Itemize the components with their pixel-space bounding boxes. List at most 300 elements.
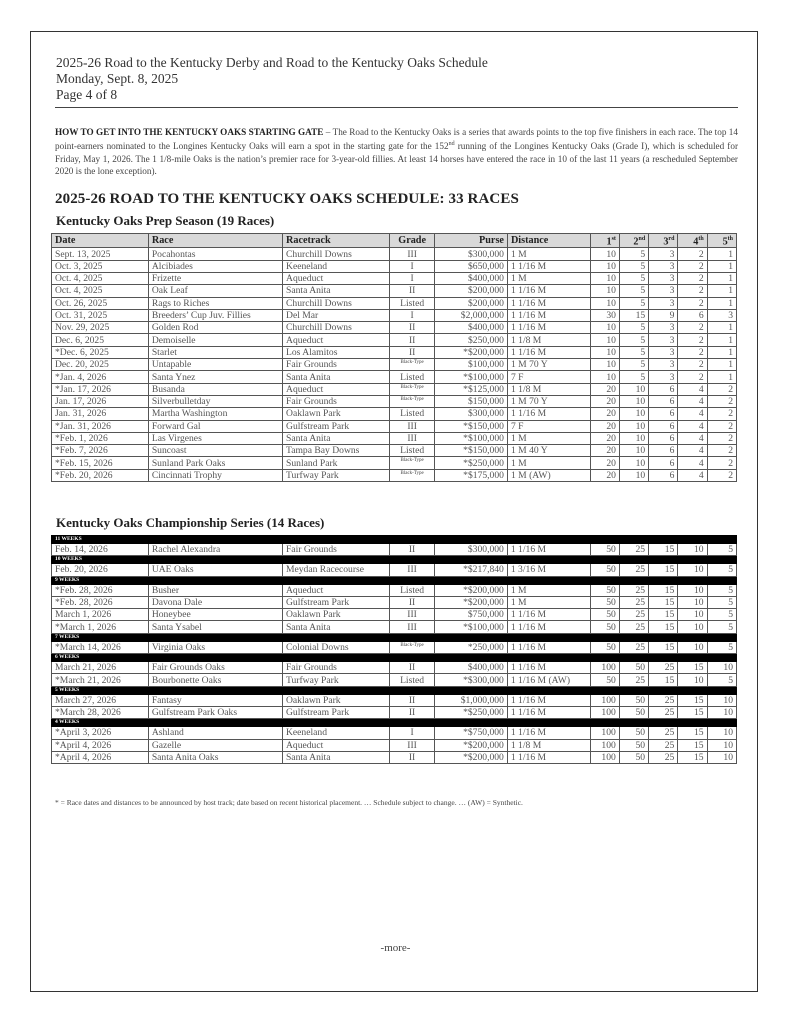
cell-grade: II (389, 285, 434, 297)
cell-purse: *$150,000 (435, 445, 508, 457)
cell-grade: II (389, 544, 434, 556)
cell-pts-5th: 1 (707, 371, 736, 383)
cell-date: *Feb. 20, 2026 (52, 469, 149, 481)
championship-series-table (51, 535, 737, 764)
cell-grade: I (389, 272, 434, 284)
table-row (52, 596, 737, 608)
cell-pts-3rd: 25 (649, 751, 678, 763)
cell-pts-1st: 10 (590, 371, 619, 383)
cell-distance: 1 1/16 M (507, 621, 590, 633)
cell-pts-2nd: 25 (619, 621, 648, 633)
cell-purse: $250,000 (435, 334, 508, 346)
cell-pts-3rd: 6 (649, 469, 678, 481)
table-row (52, 621, 737, 633)
cell-pts-5th: 2 (707, 432, 736, 444)
cell-pts-4th: 10 (678, 609, 707, 621)
cell-pts-4th: 2 (678, 322, 707, 334)
cell-pts-4th: 4 (678, 408, 707, 420)
cell-date: March 27, 2026 (52, 694, 149, 706)
cell-pts-1st: 20 (590, 395, 619, 407)
cell-pts-5th: 1 (707, 260, 736, 272)
cell-grade: Listed (389, 408, 434, 420)
weeks-divider-row (52, 536, 737, 544)
cell-pts-4th: 15 (678, 739, 707, 751)
weeks-divider-row (52, 719, 737, 727)
cell-pts-2nd: 10 (619, 432, 648, 444)
cell-pts-3rd: 25 (649, 739, 678, 751)
cell-date: Oct. 26, 2025 (52, 297, 149, 309)
cell-pts-1st: 10 (590, 272, 619, 284)
cell-pts-4th: 2 (678, 272, 707, 284)
cell-distance: 1 1/16 M (507, 408, 590, 420)
cell-pts-5th: 1 (707, 285, 736, 297)
weeks-divider-row (52, 576, 737, 584)
cell-date: Jan. 31, 2026 (52, 408, 149, 420)
table-row (52, 322, 737, 334)
cell-pts-2nd: 10 (619, 469, 648, 481)
cell-pts-4th: 10 (678, 584, 707, 596)
table-row (52, 694, 737, 706)
cell-pts-2nd: 50 (619, 706, 648, 718)
cell-race: Demoiselle (148, 334, 282, 346)
cell-purse: *$217,840 (435, 564, 508, 576)
cell-pts-1st: 100 (590, 751, 619, 763)
cell-purse: $150,000 (435, 395, 508, 407)
cell-distance: 1 M 70 Y (507, 359, 590, 371)
cell-distance: 1 1/16 M (AW) (507, 674, 590, 686)
cell-date: *Feb. 1, 2026 (52, 432, 149, 444)
cell-pts-1st: 30 (590, 309, 619, 321)
cell-pts-1st: 20 (590, 408, 619, 420)
cell-pts-1st: 10 (590, 359, 619, 371)
cell-racetrack: Sunland Park (283, 457, 390, 469)
cell-race: Breeders’ Cup Juv. Fillies (148, 309, 282, 321)
cell-purse: *$750,000 (435, 727, 508, 739)
cell-race: Alcibiades (148, 260, 282, 272)
cell-pts-3rd: 3 (649, 248, 678, 260)
cell-pts-4th: 15 (678, 751, 707, 763)
cell-pts-1st: 10 (590, 260, 619, 272)
table-header-row (52, 234, 737, 248)
table-row (52, 751, 737, 763)
cell-racetrack: Aqueduct (283, 383, 390, 395)
cell-pts-2nd: 5 (619, 260, 648, 272)
cell-race: Santa Ynez (148, 371, 282, 383)
cell-grade: Black-Type (389, 395, 434, 407)
cell-pts-3rd: 25 (649, 706, 678, 718)
cell-pts-2nd: 10 (619, 445, 648, 457)
cell-pts-5th: 10 (707, 694, 736, 706)
cell-pts-2nd: 5 (619, 371, 648, 383)
cell-pts-4th: 2 (678, 359, 707, 371)
cell-distance: 1 1/16 M (507, 309, 590, 321)
cell-grade: II (389, 662, 434, 674)
weeks-label: 7 WEEKS (52, 633, 737, 641)
cell-pts-1st: 50 (590, 564, 619, 576)
cell-pts-3rd: 15 (649, 564, 678, 576)
header-divider (55, 107, 738, 108)
table-row (52, 445, 737, 457)
cell-grade: Black-Type (389, 469, 434, 481)
cell-purse: $650,000 (435, 260, 508, 272)
cell-racetrack: Turfway Park (283, 469, 390, 481)
cell-date: *April 4, 2026 (52, 739, 149, 751)
cell-purse: $400,000 (435, 322, 508, 334)
cell-pts-2nd: 25 (619, 641, 648, 653)
cell-grade: II (389, 706, 434, 718)
weeks-label: 5 WEEKS (52, 686, 737, 694)
cell-date: *Feb. 28, 2026 (52, 584, 149, 596)
cell-race: Fair Grounds Oaks (148, 662, 282, 674)
col-grade: Grade (389, 234, 434, 248)
cell-pts-4th: 4 (678, 383, 707, 395)
cell-date: *Jan. 4, 2026 (52, 371, 149, 383)
cell-racetrack: Gulfstream Park (283, 420, 390, 432)
weeks-divider-row (52, 654, 737, 662)
cell-grade: II (389, 346, 434, 358)
cell-pts-1st: 100 (590, 706, 619, 718)
cell-race: Gulfstream Park Oaks (148, 706, 282, 718)
table-row (52, 285, 737, 297)
cell-pts-5th: 5 (707, 621, 736, 633)
cell-race: Davona Dale (148, 596, 282, 608)
cell-pts-2nd: 50 (619, 727, 648, 739)
cell-pts-5th: 5 (707, 544, 736, 556)
cell-racetrack: Gulfstream Park (282, 596, 389, 608)
cell-distance: 1 1/16 M (507, 641, 590, 653)
cell-pts-1st: 20 (590, 445, 619, 457)
table-row (52, 383, 737, 395)
cell-pts-5th: 1 (707, 334, 736, 346)
table-row (52, 272, 737, 284)
cell-purse: *$125,000 (435, 383, 508, 395)
prep-season-rows (52, 248, 737, 482)
cell-pts-1st: 10 (590, 285, 619, 297)
cell-race: Busher (148, 584, 282, 596)
cell-date: *Feb. 15, 2026 (52, 457, 149, 469)
cell-pts-3rd: 15 (649, 596, 678, 608)
cell-pts-1st: 10 (590, 334, 619, 346)
cell-pts-1st: 50 (590, 544, 619, 556)
col-2nd: 2nd (619, 234, 648, 248)
cell-purse: *$200,000 (435, 596, 508, 608)
cell-purse: $400,000 (435, 272, 508, 284)
cell-date: Jan. 17, 2026 (52, 395, 149, 407)
cell-racetrack: Fair Grounds (282, 662, 389, 674)
cell-pts-4th: 4 (678, 432, 707, 444)
cell-date: *April 4, 2026 (52, 751, 149, 763)
cell-racetrack: Keeneland (283, 260, 390, 272)
cell-pts-5th: 5 (707, 641, 736, 653)
cell-racetrack: Oaklawn Park (283, 408, 390, 420)
document-header (56, 55, 738, 103)
cell-pts-3rd: 15 (649, 641, 678, 653)
table-row (52, 609, 737, 621)
cell-race: Forward Gal (148, 420, 282, 432)
intro-ordinal: nd (448, 141, 455, 148)
cell-distance: 1 1/16 M (507, 727, 590, 739)
page-number: Page 4 of 8 (56, 87, 118, 102)
weeks-label: 4 WEEKS (52, 719, 737, 727)
col-race: Race (148, 234, 282, 248)
cell-racetrack: Oaklawn Park (282, 694, 389, 706)
cell-pts-3rd: 3 (649, 322, 678, 334)
cell-pts-1st: 50 (590, 641, 619, 653)
cell-date: Dec. 6, 2025 (52, 334, 149, 346)
table-row (52, 359, 737, 371)
cell-pts-3rd: 9 (649, 309, 678, 321)
cell-race: Sunland Park Oaks (148, 457, 282, 469)
cell-pts-5th: 1 (707, 248, 736, 260)
cell-purse: *$175,000 (435, 469, 508, 481)
cell-racetrack: Meydan Racecourse (282, 564, 389, 576)
cell-pts-3rd: 6 (649, 420, 678, 432)
cell-date: Oct. 4, 2025 (52, 285, 149, 297)
cell-race: Santa Anita Oaks (148, 751, 282, 763)
cell-distance: 1 1/16 M (507, 706, 590, 718)
cell-pts-2nd: 5 (619, 285, 648, 297)
cell-purse: $300,000 (435, 544, 508, 556)
cell-pts-4th: 2 (678, 248, 707, 260)
cell-pts-4th: 4 (678, 395, 707, 407)
table-row (52, 564, 737, 576)
cell-pts-3rd: 3 (649, 371, 678, 383)
cell-distance: 1 M (AW) (507, 469, 590, 481)
weeks-label: 6 WEEKS (52, 654, 737, 662)
cell-date: *Dec. 6, 2025 (52, 346, 149, 358)
cell-pts-1st: 10 (590, 248, 619, 260)
cell-pts-3rd: 15 (649, 621, 678, 633)
cell-pts-3rd: 3 (649, 346, 678, 358)
cell-date: Oct. 3, 2025 (52, 260, 149, 272)
cell-pts-5th: 5 (707, 609, 736, 621)
cell-race: Martha Washington (148, 408, 282, 420)
cell-race: UAE Oaks (148, 564, 282, 576)
cell-grade: III (389, 564, 434, 576)
cell-grade: III (389, 609, 434, 621)
cell-racetrack: Santa Anita (283, 371, 390, 383)
cell-race: Oak Leaf (148, 285, 282, 297)
cell-pts-1st: 20 (590, 420, 619, 432)
cell-grade: II (389, 596, 434, 608)
cell-date: Feb. 20, 2026 (52, 564, 149, 576)
cell-grade: Listed (389, 584, 434, 596)
cell-pts-4th: 10 (678, 564, 707, 576)
table-row (52, 641, 737, 653)
cell-pts-5th: 1 (707, 272, 736, 284)
cell-grade: Listed (389, 297, 434, 309)
cell-date: *March 21, 2026 (52, 674, 149, 686)
weeks-divider-row (52, 556, 737, 564)
cell-racetrack: Oaklawn Park (282, 609, 389, 621)
cell-pts-5th: 10 (707, 706, 736, 718)
cell-racetrack: Fair Grounds (283, 359, 390, 371)
cell-purse: *$300,000 (435, 674, 508, 686)
col-purse: Purse (435, 234, 508, 248)
cell-racetrack: Santa Anita (283, 432, 390, 444)
cell-pts-4th: 4 (678, 457, 707, 469)
cell-pts-2nd: 10 (619, 408, 648, 420)
table-row (52, 727, 737, 739)
cell-distance: 1 M (507, 457, 590, 469)
cell-pts-1st: 100 (590, 739, 619, 751)
table-row (52, 346, 737, 358)
cell-pts-4th: 2 (678, 285, 707, 297)
cell-race: Bourbonette Oaks (148, 674, 282, 686)
cell-race: Santa Ysabel (148, 621, 282, 633)
cell-pts-3rd: 25 (649, 694, 678, 706)
cell-grade: III (389, 432, 434, 444)
cell-pts-2nd: 25 (619, 564, 648, 576)
cell-race: Silverbulletday (148, 395, 282, 407)
cell-race: Frizette (148, 272, 282, 284)
cell-pts-3rd: 3 (649, 297, 678, 309)
cell-date: *Jan. 17, 2026 (52, 383, 149, 395)
table-row (52, 457, 737, 469)
cell-racetrack: Aqueduct (282, 584, 389, 596)
cell-pts-1st: 10 (590, 346, 619, 358)
cell-purse: $750,000 (435, 609, 508, 621)
cell-pts-4th: 4 (678, 420, 707, 432)
cell-pts-2nd: 5 (619, 346, 648, 358)
cell-distance: 1 1/16 M (507, 322, 590, 334)
cell-date: *March 28, 2026 (52, 706, 149, 718)
cell-pts-3rd: 25 (649, 662, 678, 674)
cell-distance: 7 F (507, 371, 590, 383)
footnote: * = Race dates and distances to be announced by host track; date based on recent historical placement. … Schedule subject to change. … (AW) = Synthetic. (55, 798, 523, 807)
cell-pts-2nd: 25 (619, 609, 648, 621)
intro-paragraph (55, 126, 738, 177)
cell-date: *March 14, 2026 (52, 641, 149, 653)
weeks-divider-row (52, 686, 737, 694)
table-row (52, 432, 737, 444)
schedule-title: 2025-26 ROAD TO THE KENTUCKY OAKS SCHEDULE: 33 RACES (55, 191, 519, 207)
table-row (52, 309, 737, 321)
table-row (52, 584, 737, 596)
cell-pts-2nd: 15 (619, 309, 648, 321)
cell-distance: 1 3/16 M (507, 564, 590, 576)
cell-grade: Black-Type (389, 383, 434, 395)
cell-pts-3rd: 3 (649, 260, 678, 272)
cell-pts-2nd: 5 (619, 334, 648, 346)
col-5th: 5th (707, 234, 736, 248)
cell-purse: *$100,000 (435, 621, 508, 633)
cell-racetrack: Churchill Downs (283, 248, 390, 260)
table-row (52, 395, 737, 407)
cell-pts-1st: 100 (590, 662, 619, 674)
weeks-label: 9 WEEKS (52, 576, 737, 584)
cell-purse: $100,000 (435, 359, 508, 371)
cell-pts-1st: 10 (590, 297, 619, 309)
col-1st: 1st (590, 234, 619, 248)
cell-racetrack: Fair Grounds (283, 395, 390, 407)
cell-pts-5th: 10 (707, 739, 736, 751)
cell-race: Untapable (148, 359, 282, 371)
cell-racetrack: Santa Anita (282, 751, 389, 763)
cell-distance: 7 F (507, 420, 590, 432)
cell-pts-4th: 10 (678, 596, 707, 608)
cell-pts-2nd: 5 (619, 359, 648, 371)
cell-grade: I (389, 260, 434, 272)
cell-pts-2nd: 5 (619, 322, 648, 334)
cell-pts-3rd: 3 (649, 272, 678, 284)
cell-pts-1st: 50 (590, 674, 619, 686)
cell-pts-1st: 100 (590, 694, 619, 706)
cell-race: Busanda (148, 383, 282, 395)
cell-race: Cincinnati Trophy (148, 469, 282, 481)
cell-date: Oct. 31, 2025 (52, 309, 149, 321)
cell-race: Rachel Alexandra (148, 544, 282, 556)
table-row (52, 420, 737, 432)
cell-pts-2nd: 25 (619, 596, 648, 608)
cell-date: Feb. 14, 2026 (52, 544, 149, 556)
cell-distance: 1 M (507, 432, 590, 444)
document-date: Monday, Sept. 8, 2025 (56, 71, 179, 86)
cell-pts-5th: 2 (707, 383, 736, 395)
cell-race: Fantasy (148, 694, 282, 706)
weeks-label: 11 WEEKS (52, 536, 737, 544)
cell-pts-2nd: 10 (619, 457, 648, 469)
cell-pts-3rd: 15 (649, 609, 678, 621)
cell-race: Starlet (148, 346, 282, 358)
cell-grade: III (389, 621, 434, 633)
cell-pts-5th: 2 (707, 408, 736, 420)
cell-date: Oct. 4, 2025 (52, 272, 149, 284)
cell-pts-4th: 10 (678, 544, 707, 556)
championship-series-title: Kentucky Oaks Championship Series (14 Races) (56, 515, 325, 530)
cell-pts-2nd: 50 (619, 662, 648, 674)
cell-grade: Listed (389, 371, 434, 383)
cell-grade: Black-Type (389, 457, 434, 469)
cell-pts-5th: 5 (707, 584, 736, 596)
cell-grade: Black-Type (389, 359, 434, 371)
table-row (52, 248, 737, 260)
cell-grade: III (389, 420, 434, 432)
cell-date: *Jan. 31, 2026 (52, 420, 149, 432)
cell-pts-2nd: 10 (619, 383, 648, 395)
cell-purse: *$100,000 (435, 371, 508, 383)
cell-purse: *$150,000 (435, 420, 508, 432)
cell-pts-4th: 15 (678, 727, 707, 739)
cell-purse: $1,000,000 (435, 694, 508, 706)
cell-distance: 1 M (507, 248, 590, 260)
cell-grade: III (389, 739, 434, 751)
cell-purse: *$200,000 (435, 346, 508, 358)
prep-season-table (51, 233, 737, 482)
cell-pts-1st: 100 (590, 727, 619, 739)
cell-pts-2nd: 5 (619, 297, 648, 309)
cell-pts-3rd: 6 (649, 395, 678, 407)
cell-pts-1st: 50 (590, 584, 619, 596)
cell-pts-5th: 5 (707, 564, 736, 576)
cell-grade: III (389, 248, 434, 260)
cell-race: Las Virgenes (148, 432, 282, 444)
cell-racetrack: Keeneland (282, 727, 389, 739)
cell-pts-4th: 10 (678, 621, 707, 633)
cell-pts-4th: 2 (678, 371, 707, 383)
cell-race: Ashland (148, 727, 282, 739)
weeks-divider-row (52, 633, 737, 641)
table-row (52, 674, 737, 686)
cell-purse: $200,000 (435, 285, 508, 297)
cell-distance: 1 1/16 M (507, 544, 590, 556)
cell-distance: 1 1/8 M (507, 739, 590, 751)
cell-pts-3rd: 3 (649, 285, 678, 297)
cell-racetrack: Del Mar (283, 309, 390, 321)
cell-grade: Listed (389, 445, 434, 457)
cell-pts-3rd: 6 (649, 408, 678, 420)
cell-pts-3rd: 3 (649, 359, 678, 371)
